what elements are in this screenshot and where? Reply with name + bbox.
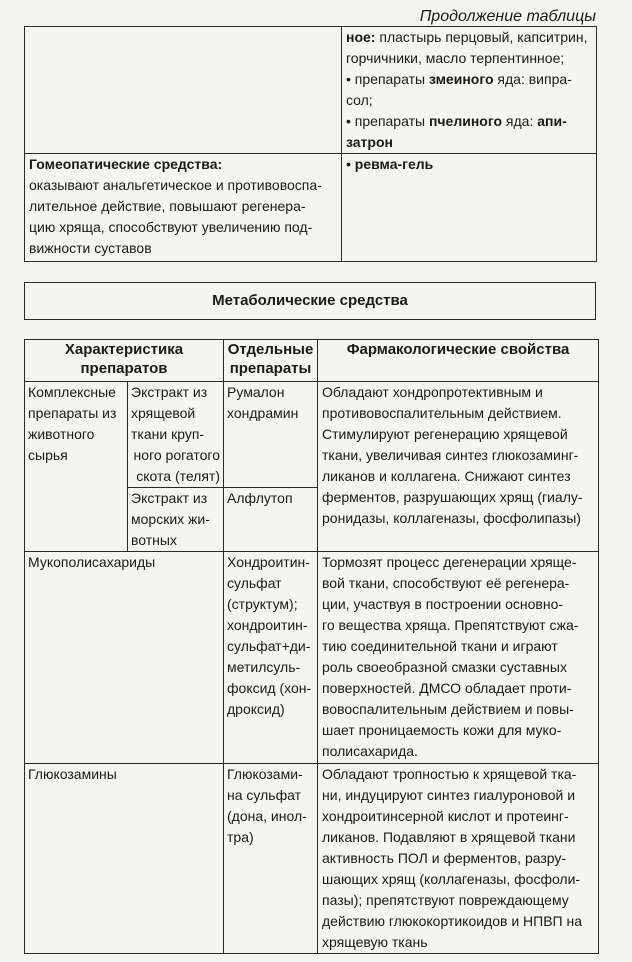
text-line: ное: пластырь перцовый, капситрин, — [346, 29, 588, 45]
header-drugs: Отдельные препараты — [224, 340, 318, 382]
homeopathic-drug: • ревма-гель — [346, 156, 434, 172]
group-cell: Глюкозамины — [25, 764, 224, 954]
header-characteristics: Характеристика препаратов — [25, 340, 224, 382]
text-line: цию хряща, способствуют увеличению под- — [29, 219, 313, 235]
drug-cell: Румалон хондрамин — [224, 382, 318, 488]
properties-cell: Обладают хондропротективным и противовоспалительным действием. Стимулируют регенерацию хрящевой ткани, увеличивая синтез глюкозаминг- ликанов и коллагена. Снижают синтез ферментов, разрушающих хрящ (гиалу- ронидазы, коллагеназы, фосфолипазы) — [318, 382, 599, 552]
properties-cell: Тормозят процесс дегенерации хряще- вой ткани, способствуют её регенера- ции, участвуя в построении основно- го вещества хряща. Препятствуют сжа- тию соединительной ткани и играют роль своеобразной смазки суставных поверхностей. ДМСО обладает проти- вовоспалительным действием и повы- шает проницаемость кожи для муко- полисахарида. — [318, 552, 599, 764]
table-row — [25, 552, 599, 764]
text-line: сол; — [346, 92, 373, 108]
homeopathic-drug-cell — [342, 154, 597, 262]
subgroup-cell: Экстракт из морских жи- вотных — [128, 488, 224, 552]
group-cell: Мукополисахариды — [25, 552, 224, 764]
top-table-empty-cell — [25, 27, 342, 154]
homeopathic-title: Гомеопатические средства: — [29, 156, 223, 172]
drug-cell: Алфлутоп — [224, 488, 318, 552]
drug-cell: Глюкозами- на сульфат (дона, инол- тра) — [224, 764, 318, 954]
text-line: • препараты змеиного яда: випра- — [346, 71, 572, 87]
section-title: Метаболические средства — [24, 282, 596, 320]
text-line: горчичники, масло терпентинное; — [346, 50, 565, 66]
table-header-row — [25, 340, 599, 382]
header-properties: Фармакологические свойства — [318, 340, 599, 382]
text-line: оказывают анальгетическое и противовоспа- — [29, 177, 322, 193]
text-line: вижности суставов — [29, 240, 152, 256]
metabolic-table — [24, 339, 599, 954]
text-line: • препараты пчелиного яда: апи- — [346, 113, 567, 129]
top-table — [24, 26, 597, 262]
homeopathic-cell — [25, 154, 342, 262]
group-cell: Комплексные препараты из животного сырья — [25, 382, 128, 552]
subgroup-cell: Экстракт из хрящевой ткани круп- ного рогатого скота (телят) — [128, 382, 224, 488]
text-line: затрон — [346, 134, 393, 150]
text-line: лительное действие, повышают регенера- — [29, 198, 306, 214]
continuation-label: Продолжение таблицы — [419, 8, 596, 25]
table-row — [25, 382, 599, 488]
top-table-drugs-cell — [342, 27, 597, 154]
drug-cell: Хондроитин- сульфат (структум); хондроитин- сульфат+ди- метилсуль- фоксид (хон- дроксид) — [224, 552, 318, 764]
table-row — [25, 764, 599, 954]
properties-cell: Обладают тропностью к хрящевой тка- ни, индуцируют синтез гиалуроновой и хондроитинсерной кислот и протеинг- ликанов. Подавляют в хрящевой ткани активность ПОЛ и ферментов, разру- шающих хрящ (коллагеназы, фосфоли- пазы); препятствуют повреждающему действию глюкокортикоидов и НПВП на хрящевую ткань — [318, 764, 599, 954]
